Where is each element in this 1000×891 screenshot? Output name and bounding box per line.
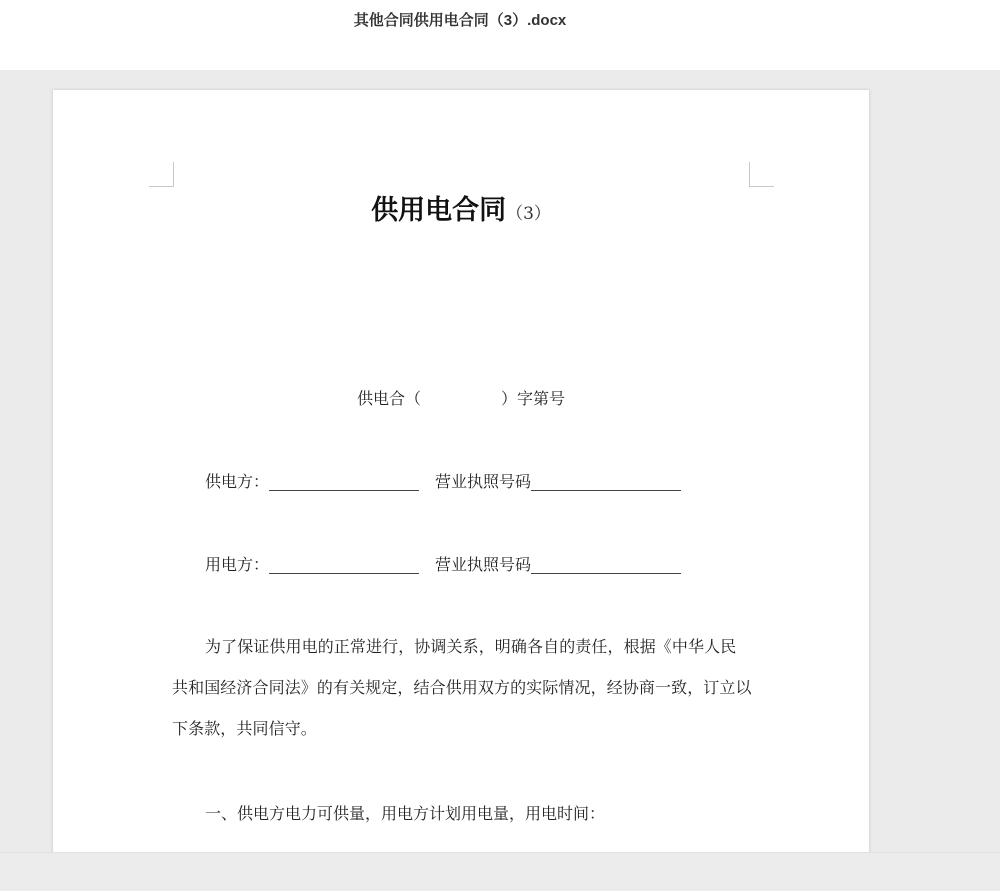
contract-no-prefix: 供电合（: [356, 389, 421, 408]
document-file-name: 其他合同供用电合同（3）.docx: [353, 12, 567, 29]
supplier-license-blank: [531, 474, 681, 491]
title-bar: [0, 0, 1000, 70]
supplier-line: [205, 469, 681, 492]
document-title: [53, 188, 869, 227]
document-viewer[interactable]: [0, 70, 1000, 852]
title-suffix: （3）: [506, 204, 551, 224]
status-bar: [0, 852, 1000, 891]
consumer-license-label: 营业执照号码: [435, 555, 532, 574]
clause-1: 一、供电方电力可供量，用电方计划用电量，用电时间：: [205, 804, 606, 823]
supplier-license-label: 营业执照号码: [435, 472, 532, 491]
crop-mark-top-right: [749, 162, 774, 187]
consumer-line: [205, 552, 681, 575]
intro-paragraph: 为了保证供用电的正常进行，协调关系，明确各自的责任，根据《中华人民共和国经济合同法》的有关规定，结合供用双方的实际情况，经协商一致，订立以下条款，共同信守。: [172, 637, 752, 738]
consumer-name-blank: [269, 557, 419, 574]
consumer-label: 用电方：: [205, 555, 270, 574]
supplier-label: 供电方：: [205, 472, 270, 491]
consumer-license-blank: [531, 557, 681, 574]
crop-mark-top-left: [149, 162, 174, 187]
document-page: [53, 90, 869, 852]
title-main: 供用电合同: [371, 195, 507, 226]
contract-number-line: [53, 386, 869, 409]
supplier-name-blank: [269, 474, 419, 491]
contract-no-suffix: ）字第号: [501, 389, 566, 408]
